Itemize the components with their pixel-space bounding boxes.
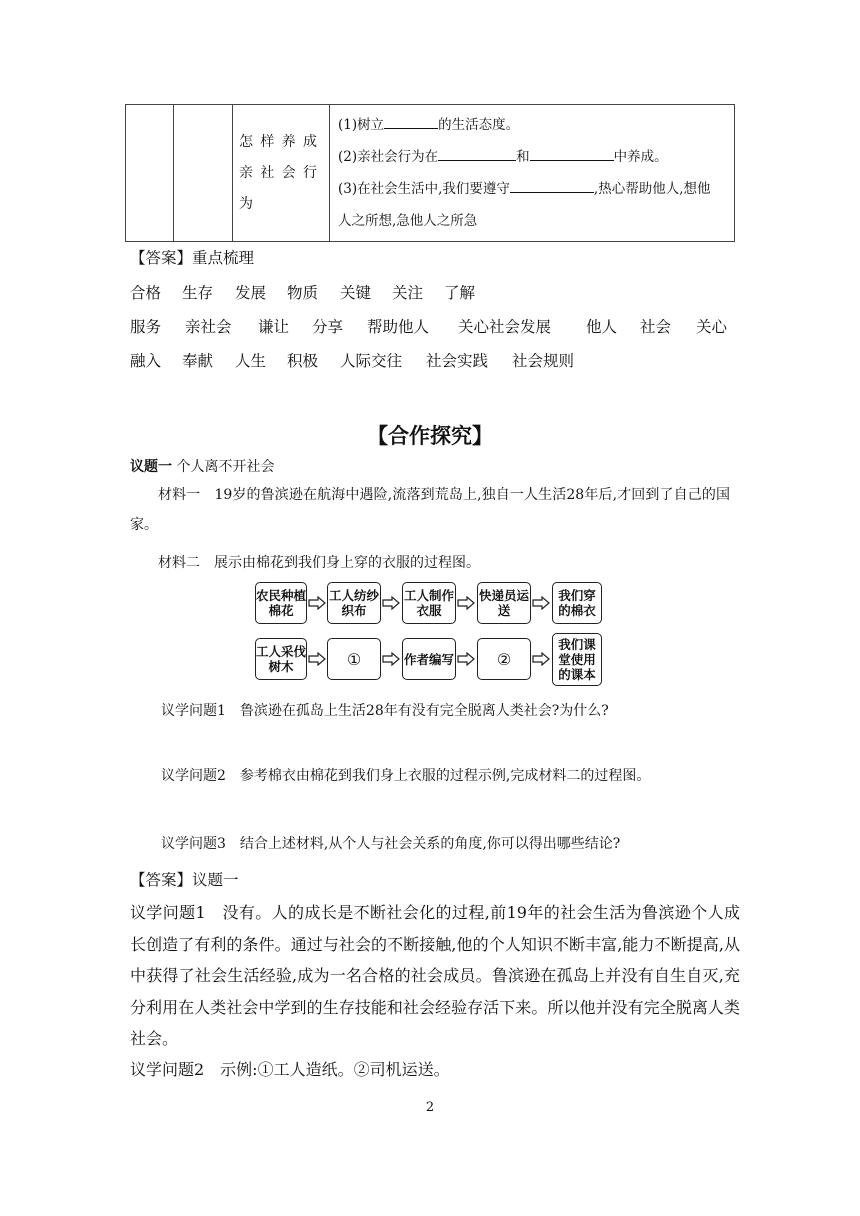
answer-word: 合格: [130, 284, 162, 302]
fill-blank: [510, 178, 594, 193]
arrow-right-icon: [308, 596, 326, 610]
topic-heading: [130, 456, 274, 476]
arrow-right-icon: [532, 652, 550, 666]
table-item-3: (3)在社会生活中,我们要遵守 ,热心帮助他人,想他: [338, 173, 726, 205]
flow-node: 作者编写: [402, 638, 456, 680]
answer-word: 生存: [182, 284, 214, 302]
answer-word: 服务: [130, 318, 162, 336]
arrow-right-icon: [308, 652, 326, 666]
table-cell-how-label: 怎样养成亲社会行为: [233, 105, 330, 242]
arrow-right-icon: [382, 652, 400, 666]
answer-word: 亲社会: [185, 318, 232, 336]
answer-word: 人际交往: [340, 352, 403, 370]
table-cell-empty-2: [174, 105, 233, 242]
answer-word: 积极: [287, 352, 319, 370]
fill-blank: [384, 114, 438, 129]
fill-blank: [530, 146, 614, 161]
answer-word: 融入: [130, 352, 162, 370]
question-2: 议学问题2 参考棉衣由棉花到我们身上衣服的过程示例,完成材料二的过程图。: [161, 768, 651, 784]
answer-q1: 议学问题1 没有。人的成长是不断社会化的过程,前19年的社会生活为鲁滨逊个人成长创造了有利的条件。通过与社会的不断接触,他的个人知识不断丰富,能力不断提高,从中获得了社会生活经验,成为一名合格的社会成员。鲁滨逊在孤岛上并没有自生自灭,充分利用在人类社会中学到的生存技能和社会经验存活下来。所以他并没有完全脱离人类社会。: [130, 903, 740, 1048]
material-one: 材料一 19岁的鲁滨逊在航海中遇险,流落到荒岛上,独自一人生活28年后,才回到了自己的国家。: [130, 487, 730, 533]
table-cell-empty-1: [126, 105, 174, 242]
material-two: 材料二 展示由棉花到我们身上穿的衣服的过程图。: [158, 555, 480, 571]
answer-word: 物质: [287, 284, 319, 302]
flow-node-blank-2: ②: [477, 638, 531, 680]
table-item-2: (2)亲社会行为在 和 中养成。: [338, 141, 726, 173]
table-cell-items: [330, 105, 735, 242]
answer-label-2: 【答案】议题一: [130, 871, 239, 889]
answer-word: 关键: [340, 284, 372, 302]
answer-word: 社会: [640, 318, 672, 336]
answer-word: 分享: [312, 318, 344, 336]
flow-node: 工人制作衣服: [402, 582, 456, 624]
flow-node: 我们课堂使用的课本: [552, 633, 602, 686]
process-flow-diagram: [255, 580, 605, 690]
answer-word: 社会规则: [512, 352, 575, 370]
arrow-right-icon: [532, 596, 550, 610]
answer-word: 社会实践: [426, 352, 489, 370]
answer-word: 谦让: [258, 318, 290, 336]
summary-table-fragment: [125, 104, 735, 242]
answer-word: 关心: [696, 318, 728, 336]
flow-node: 农民种植棉花: [255, 582, 307, 624]
flow-node: 工人采伐树木: [255, 638, 307, 680]
page-number: 2: [425, 1100, 435, 1115]
answer-word: 奉献: [182, 352, 214, 370]
flow-node: 工人纺纱织布: [327, 582, 381, 624]
question-3: 议学问题3 结合上述材料,从个人与社会关系的角度,你可以得出哪些结论?: [161, 836, 621, 852]
arrow-right-icon: [457, 596, 475, 610]
answer-word: 关心社会发展: [458, 318, 552, 336]
answer-label-1: 【答案】重点梳理: [130, 249, 255, 267]
answer-word: 帮助他人: [367, 318, 430, 336]
flow-node: 快递员运送: [477, 582, 531, 624]
topic-label: 议题一: [130, 459, 172, 475]
section-title: 【合作探究】: [367, 424, 493, 448]
table-item-3-line2: 人之所想,急他人之所急: [338, 213, 478, 229]
answer-word: 关注: [392, 284, 424, 302]
answer-word: 人生: [235, 352, 267, 370]
answer-word: 发展: [235, 284, 267, 302]
flow-node: 我们穿的棉衣: [552, 582, 602, 624]
table-item-1: (1)树立 的生活态度。: [338, 109, 726, 141]
arrow-right-icon: [457, 652, 475, 666]
answer-word: 了解: [444, 284, 476, 302]
answer-word: 他人: [586, 318, 618, 336]
answer-q2: 议学问题2 示例:①工人造纸。②司机运送。: [130, 1060, 450, 1079]
fill-blank: [438, 146, 516, 161]
flow-node-blank-1: ①: [327, 638, 381, 680]
topic-title: 个人离不开社会: [176, 459, 275, 475]
question-1: 议学问题1 鲁滨逊在孤岛上生活28年有没有完全脱离人类社会?为什么?: [161, 703, 609, 719]
arrow-right-icon: [382, 596, 400, 610]
